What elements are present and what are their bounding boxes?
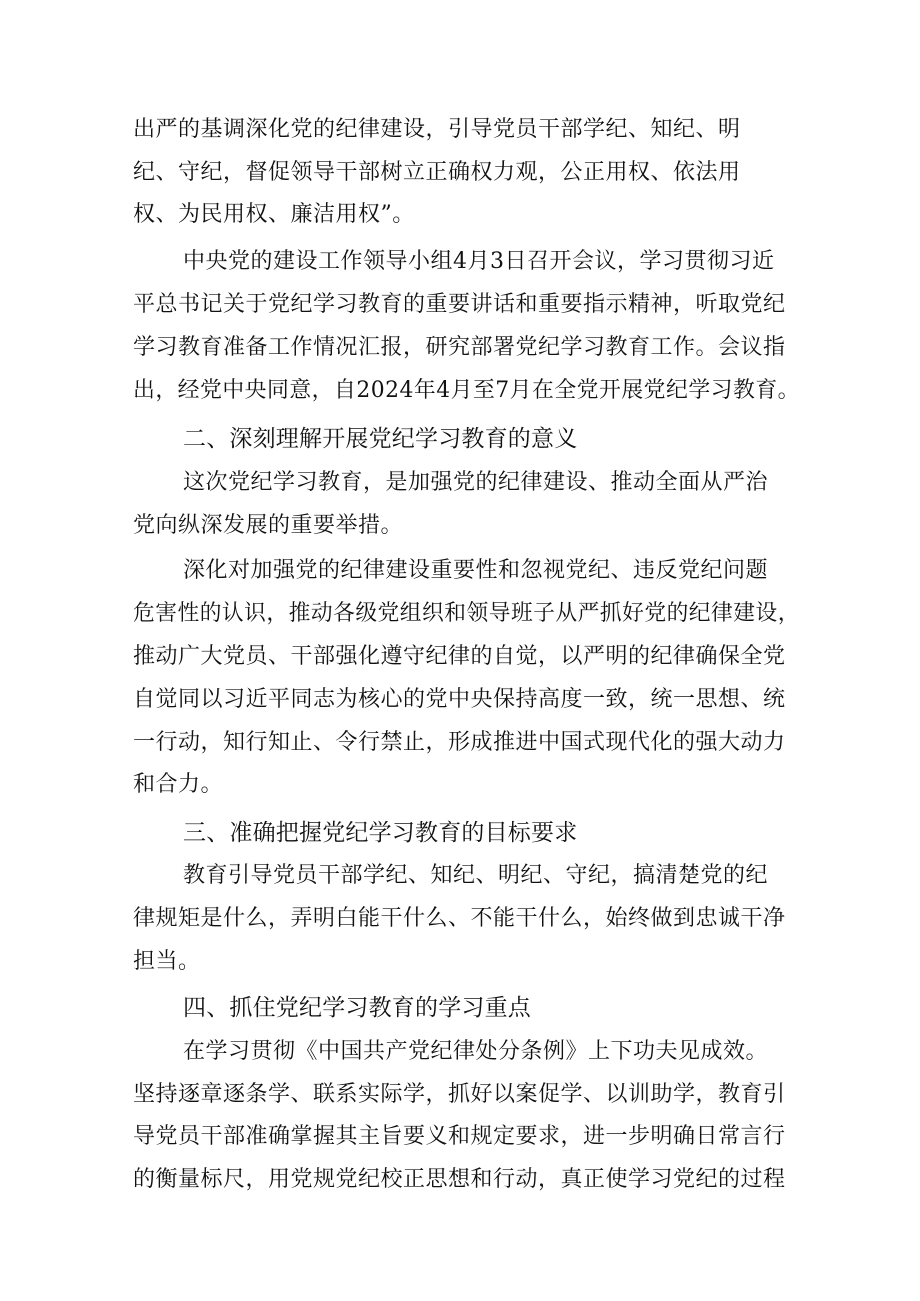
body-line: 这次党纪学习教育，是加强党的纪律建设、推动全面从严治: [183, 470, 769, 495]
section-heading: 四、抓住党纪学习教育的学习重点: [183, 995, 531, 1021]
body-line: 在学习贯彻《中国共产党纪律处分条例》上下功夫见成效。: [183, 1039, 769, 1064]
body-line: 自觉同以习近平同志为核心的党中央保持高度一致，统一思想、统: [133, 687, 786, 712]
body-line: 中央党的建设工作领导小组4月3日召开会议，学习贯彻习近: [183, 249, 775, 274]
body-line: 出，经党中央同意，自2024年4月至7月在全党开展党纪学习教育。: [133, 378, 801, 403]
body-line: 推动广大党员、干部强化遵守纪律的自觉，以严明的纪律确保全党: [133, 644, 786, 669]
body-line: 深化对加强党的纪律建设重要性和忽视党纪、违反党纪问题: [183, 558, 769, 583]
body-line: 一行动，知行知止、令行禁止，形成推进中国式现代化的强大动力: [133, 730, 786, 755]
body-line: 坚持逐章逐条学、联系实际学，抓好以案促学、以训助学，教育引: [133, 1082, 786, 1107]
section-heading: 三、准确把握党纪学习教育的目标要求: [183, 820, 578, 846]
body-line: 纪、守纪，督促领导干部树立正确权力观，公正用权、依法用: [133, 160, 741, 185]
body-line: 和合力。: [133, 772, 224, 797]
body-line: 的衡量标尺，用党规党纪校正思想和行动，真正使学习党纪的过程: [133, 1167, 786, 1192]
section-heading: 二、深刻理解开展党纪学习教育的意义: [183, 426, 578, 452]
body-line: 导党员干部准确掌握其主旨要义和规定要求，进一步明确日常言行: [133, 1124, 786, 1149]
body-line: 危害性的认识，推动各级党组织和领导班子从严抓好党的纪律建设，: [133, 601, 800, 626]
body-line: 学习教育准备工作情况汇报，研究部署党纪学习教育工作。会议指: [133, 335, 786, 360]
body-line: 党向纵深发展的重要举措。: [133, 513, 404, 538]
body-line: 教育引导党员干部学纪、知纪、明纪、守纪，搞清楚党的纪: [183, 863, 769, 888]
body-line: 出严的基调深化党的纪律建设，引导党员干部学纪、知纪、明: [133, 117, 741, 142]
body-line: 权、为民用权、廉洁用权”。: [133, 202, 415, 227]
body-line: 担当。: [133, 949, 201, 974]
body-line: 律规矩是什么，弄明白能干什么、不能干什么，始终做到忠诚干净: [133, 906, 786, 931]
body-line: 平总书记关于党纪学习教育的重要讲话和重要指示精神，听取党纪: [133, 292, 786, 317]
